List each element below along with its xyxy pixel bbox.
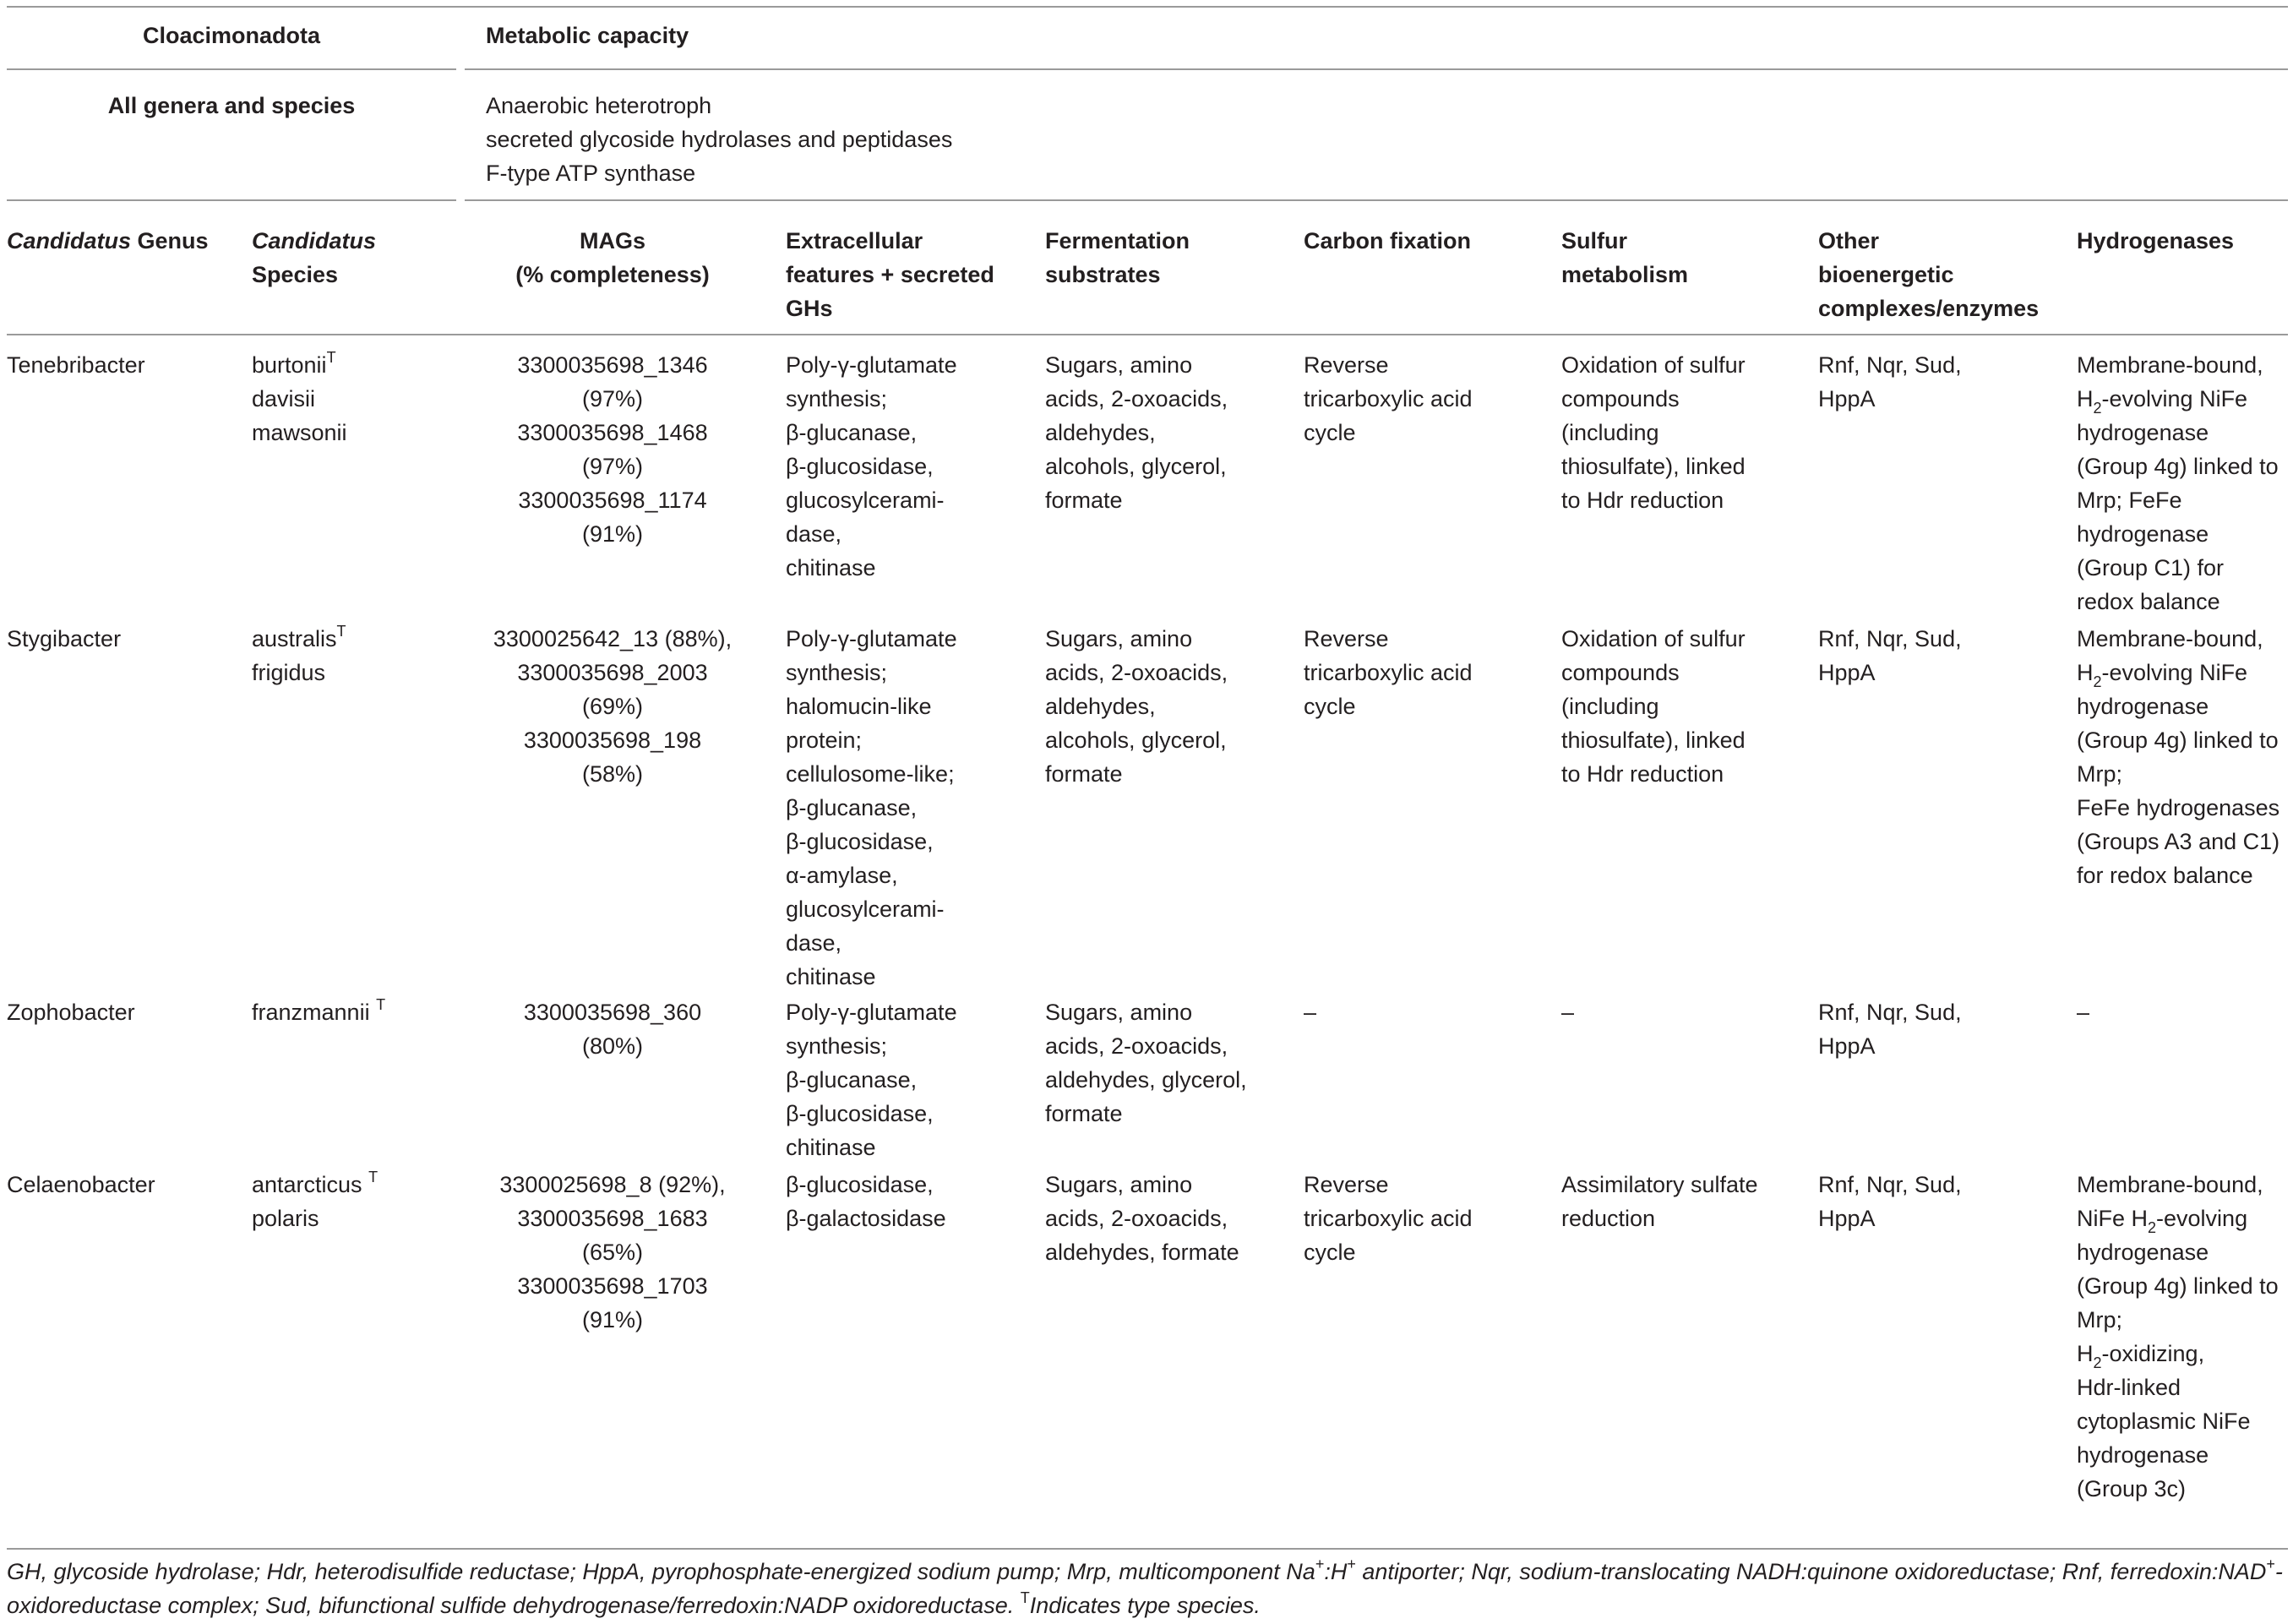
row-stygibacter-other: Rnf, Nqr, Sud, HppA: [1818, 626, 1962, 685]
row-stygibacter-sulfur: Oxidation of sulfur compounds (including thiosulfate), linked to Hdr reduction: [1561, 626, 1746, 787]
row-tenebribacter-extracellular: Poly-γ-glutamate synthesis; β-glucanase, β-glucosidase, glucosylcerami- dase, chitinase: [786, 352, 957, 580]
row-tenebribacter-mags: 3300035698_1346 (97%) 3300035698_1468 (97%) 3300035698_1174 (91%): [517, 352, 708, 547]
row-zophobacter-sulfur: –: [1561, 1000, 1575, 1025]
row-celaenobacter-fermentation: Sugars, amino acids, 2-oxoacids, aldehydes, formate: [1045, 1172, 1239, 1265]
row-zophobacter-genus: Zophobacter: [7, 1000, 135, 1025]
row-stygibacter-carbon: Reverse tricarboxylic acid cycle: [1304, 626, 1473, 719]
column-header-sulfur: Sulfur metabolism: [1561, 228, 1689, 287]
column-header-carbon-fixation: Carbon fixation: [1304, 228, 1472, 253]
row-celaenobacter-other: Rnf, Nqr, Sud, HppA: [1818, 1172, 1962, 1231]
column-header-genus: Candidatus Genus: [7, 228, 209, 253]
row-zophobacter-fermentation: Sugars, amino acids, 2-oxoacids, aldehydes, glycerol, formate: [1045, 1000, 1247, 1126]
row-tenebribacter-hydrogenases: Membrane-bound, $H_2$-evolving NiFe hydrogenase (Group 4g) linked to Mrp; FeFe hydrogenase (Group C1) for redox balance: [2077, 352, 2279, 614]
row-zophobacter-mags: 3300035698_360 (80%): [523, 1000, 702, 1059]
row-stygibacter-mags: 3300025642_13 (88%), 3300035698_2003 (69%) 3300035698_198 (58%): [493, 626, 733, 787]
column-header-species: Candidatus Species: [252, 228, 377, 287]
row-stygibacter-extracellular: Poly-γ-glutamate synthesis; halomucin-like protein; cellulosome-like; β-glucanase, β-glucosidase, α-amylase, glucosylcerami- dase, chitinase: [786, 626, 957, 989]
table-footnote: GH, glycoside hydrolase; Hdr, heterodisulfide reductase; HppA, pyrophosphate-energized sodium pump; Mrp, multicomponent Na+:H+ antiporter; Nqr, sodium-translocating NADH:quinone oxidoreductase; Rnf, ferredoxin:NAD+-oxidoreductase complex; Sud, bifunctional sulfide dehydrogenase/ferredoxin:NADP oxidoreductase. $^T$Indicates type species.: [7, 1556, 2283, 1618]
column-header-hydrogenases: Hydrogenases: [2077, 228, 2235, 253]
row-celaenobacter-hydrogenases: Membrane-bound, NiFe $H_2$-evolving hydrogenase (Group 4g) linked to Mrp; $H_2$-oxidizing, Hdr-linked cytoplasmic NiFe hydrogenase (Group 3c): [2077, 1172, 2279, 1501]
column-header-other: Other bioenergetic complexes/enzymes: [1818, 228, 2040, 321]
row-celaenobacter-sulfur: Assimilatory sulfate reduction: [1561, 1172, 1758, 1231]
table-top-rule: [7, 6, 2288, 8]
column-header-mags: MAGs (% completeness): [515, 228, 710, 287]
column-header-rule: [7, 334, 2288, 335]
row-zophobacter-hydrogenases: –: [2077, 1000, 2090, 1025]
cloacimonadota-header: Cloacimonadota: [142, 23, 321, 48]
row-zophobacter-other: Rnf, Nqr, Sud, HppA: [1818, 1000, 1962, 1059]
row-celaenobacter-genus: Celaenobacter: [7, 1172, 155, 1197]
row-stygibacter-species: australis$^T$ frigidus: [252, 623, 346, 685]
row-stygibacter-hydrogenases: Membrane-bound, $H_2$-evolving NiFe hydrogenase (Group 4g) linked to Mrp; FeFe hydrogenases (Groups A3 and C1) for redox balance: [2077, 626, 2280, 888]
header-left-rule: [7, 68, 456, 70]
row-tenebribacter-sulfur: Oxidation of sulfur compounds (including thiosulfate), linked to Hdr reduction: [1561, 352, 1746, 513]
metabolic-capacity-header: Metabolic capacity: [486, 23, 689, 48]
row-stygibacter-fermentation: Sugars, amino acids, 2-oxoacids, aldehydes, alcohols, glycerol, formate: [1045, 626, 1228, 787]
all-genera-label: All genera and species: [107, 93, 356, 118]
row-tenebribacter-fermentation: Sugars, amino acids, 2-oxoacids, aldehydes, alcohols, glycerol, formate: [1045, 352, 1228, 513]
row-celaenobacter-mags: 3300025698_8 (92%), 3300035698_1683 (65%) 3300035698_1703 (91%): [499, 1172, 726, 1332]
row-tenebribacter-other: Rnf, Nqr, Sud, HppA: [1818, 352, 1962, 411]
column-header-fermentation: Fermentation substrates: [1045, 228, 1190, 287]
table-bottom-rule: [7, 1548, 2288, 1550]
row-stygibacter-genus: Stygibacter: [7, 626, 122, 651]
row-celaenobacter-carbon: Reverse tricarboxylic acid cycle: [1304, 1172, 1473, 1265]
row-zophobacter-carbon: –: [1304, 1000, 1317, 1025]
row-zophobacter-extracellular: Poly-γ-glutamate synthesis; β-glucanase, β-glucosidase, chitinase: [786, 1000, 957, 1160]
row-zophobacter-species: franzmannii $^T$: [252, 996, 386, 1025]
all-row-right-rule: [465, 199, 2288, 201]
all-genera-capacity: Anaerobic heterotroph secreted glycoside hydrolases and peptidases F-type ATP synthase: [486, 93, 953, 186]
row-tenebribacter-carbon: Reverse tricarboxylic acid cycle: [1304, 352, 1473, 445]
row-tenebribacter-genus: Tenebribacter: [7, 352, 145, 378]
column-header-extracellular: Extracellular features + secreted GHs: [786, 228, 994, 321]
row-celaenobacter-species: antarcticus $^T$ polaris: [252, 1169, 379, 1231]
header-right-rule: [465, 68, 2288, 70]
row-celaenobacter-extracellular: β-glucosidase, β-galactosidase: [786, 1172, 946, 1231]
row-tenebribacter-species: burtonii$^T$ davisii mawsonii: [252, 349, 347, 445]
all-row-left-rule: [7, 199, 456, 201]
